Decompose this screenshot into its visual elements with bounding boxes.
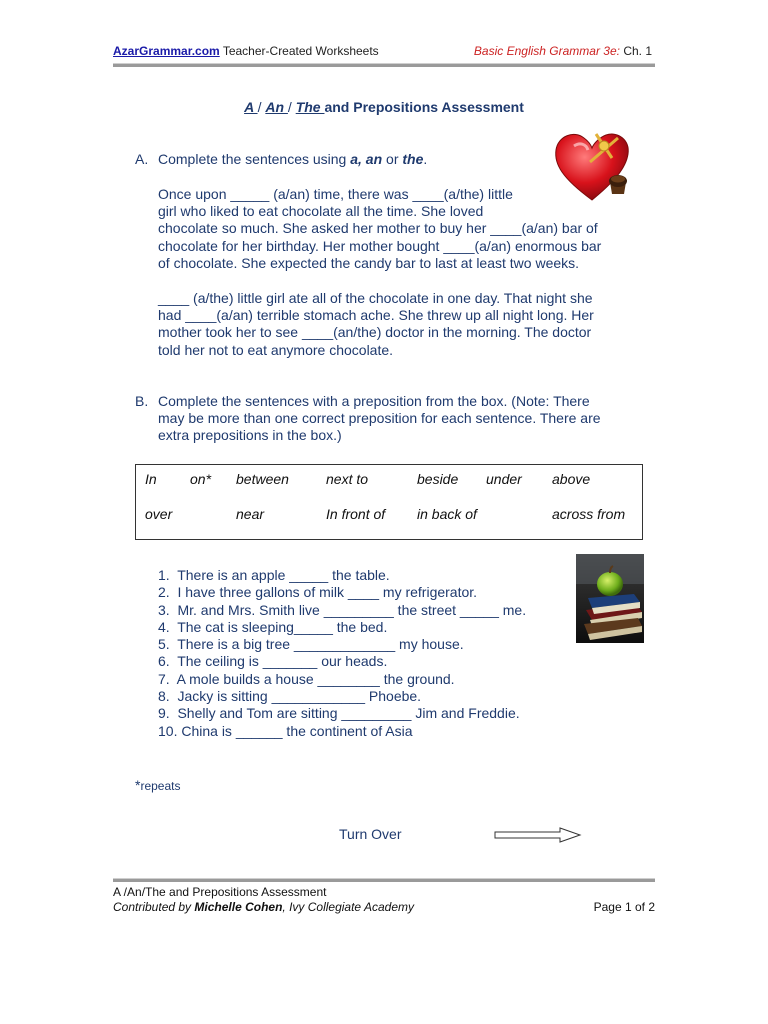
preposition-word: over: [145, 506, 173, 522]
contributed-label: Contributed by: [113, 900, 195, 914]
preposition-word: In front of: [326, 506, 386, 522]
section-b-instruction: [158, 393, 646, 445]
chapter-label: Ch. 1: [619, 44, 652, 58]
author-org: , Ivy Collegiate Academy: [282, 900, 415, 914]
note-text: repeats: [140, 779, 181, 793]
preposition-box: [135, 464, 643, 540]
story-line: Once upon _____ (a/an) time, there was ____(a/the) little: [158, 186, 513, 202]
header-right: [474, 44, 652, 58]
story-line: chocolate so much. She asked her mother to buy her ____(a/an) bar of: [158, 220, 598, 237]
author-name: Michelle Cohen: [194, 900, 283, 914]
instruction-a-the: the: [402, 151, 424, 167]
story-line: chocolate for her birthday. Her mother bought ____(a/an) enormous bar: [158, 237, 602, 254]
header-left: [113, 44, 379, 58]
preposition-word: near: [236, 506, 265, 522]
title-slash-2: /: [287, 99, 296, 115]
preposition-word: under: [486, 471, 522, 487]
site-link[interactable]: AzarGrammar.com: [113, 44, 220, 58]
instruction-a-words: a, an: [350, 151, 383, 167]
instruction-b-line: may be more than one correct preposition for each sentence. There are: [158, 410, 601, 427]
heart-chocolate-image: [552, 128, 632, 206]
title-the: The: [295, 99, 325, 115]
instruction-a-end: .: [423, 151, 428, 167]
turn-over-label: Turn Over: [339, 826, 402, 842]
note-star: *: [135, 777, 141, 793]
title-slash-1: /: [257, 99, 266, 115]
title-rest: and Prepositions Assessment: [324, 99, 524, 115]
title-an: An: [265, 99, 288, 115]
question-item: 8. Jacky is sitting ____________ Phoebe.: [158, 688, 422, 705]
section-b-label: B.: [135, 393, 149, 409]
story-paragraph-2: [158, 290, 646, 359]
story-line: of chocolate. She expected the candy bar to last at least two weeks.: [158, 254, 580, 271]
question-item: 9. Shelly and Tom are sitting _________ Jim and Freddie.: [158, 705, 520, 722]
instruction-a-or: or: [382, 151, 403, 167]
arrow-right-icon: [494, 827, 584, 843]
instruction-b-line: Complete the sentences with a preposition from the box. (Note: There: [158, 393, 590, 409]
story-line: told her not to eat anymore chocolate.: [158, 341, 394, 358]
site-suffix: Teacher-Created Worksheets: [219, 44, 379, 58]
story-line: mother took her to see ____(an/the) doctor in the morning. The doctor: [158, 324, 592, 341]
preposition-word: across from: [552, 506, 626, 522]
header-rule: [113, 63, 655, 67]
footer-rule: [113, 878, 655, 882]
preposition-word: next to: [326, 471, 369, 487]
preposition-word: beside: [417, 471, 459, 487]
question-item: 4. The cat is sleeping_____ the bed.: [158, 618, 388, 635]
footer-left: [113, 885, 414, 915]
question-item: 3. Mr. and Mrs. Smith live _________ the street _____ me.: [158, 601, 527, 618]
question-list: [158, 567, 526, 740]
instruction-b-line: extra prepositions in the box.): [158, 427, 342, 444]
preposition-word: in back of: [417, 506, 477, 522]
preposition-word: In: [145, 471, 157, 487]
apple-books-image: [576, 554, 644, 643]
question-item: 7. A mole builds a house ________ the ground.: [158, 670, 455, 687]
page-title: [0, 99, 768, 115]
preposition-word: between: [236, 471, 289, 487]
story-line: ____ (a/the) little girl ate all of the chocolate in one day. That night she: [158, 290, 593, 306]
page-number: Page 1 of 2: [593, 900, 655, 914]
question-item: 2. I have three gallons of milk ____ my refrigerator.: [158, 584, 478, 601]
preposition-word: on*: [190, 471, 212, 487]
story-line: girl who liked to eat chocolate all the time. She loved: [158, 203, 484, 220]
question-item: 6. The ceiling is _______ our heads.: [158, 653, 388, 670]
question-item: 5. There is a big tree _____________ my house.: [158, 636, 464, 653]
repeats-note: [135, 777, 180, 793]
section-a-label: A.: [135, 151, 149, 167]
preposition-word: above: [552, 471, 591, 487]
instruction-a-text: Complete the sentences using: [158, 151, 351, 167]
book-title: Basic English Grammar 3e:: [473, 44, 620, 58]
title-a: A: [244, 99, 258, 115]
story-line: had ____(a/an) terrible stomach ache. She threw up all night long. Her: [158, 307, 594, 324]
footer-contributor: [113, 900, 414, 915]
question-item: 10. China is ______ the continent of Asia: [158, 722, 413, 739]
question-item: 1. There is an apple _____ the table.: [158, 567, 390, 583]
footer-title: A /An/The and Prepositions Assessment: [113, 885, 327, 899]
